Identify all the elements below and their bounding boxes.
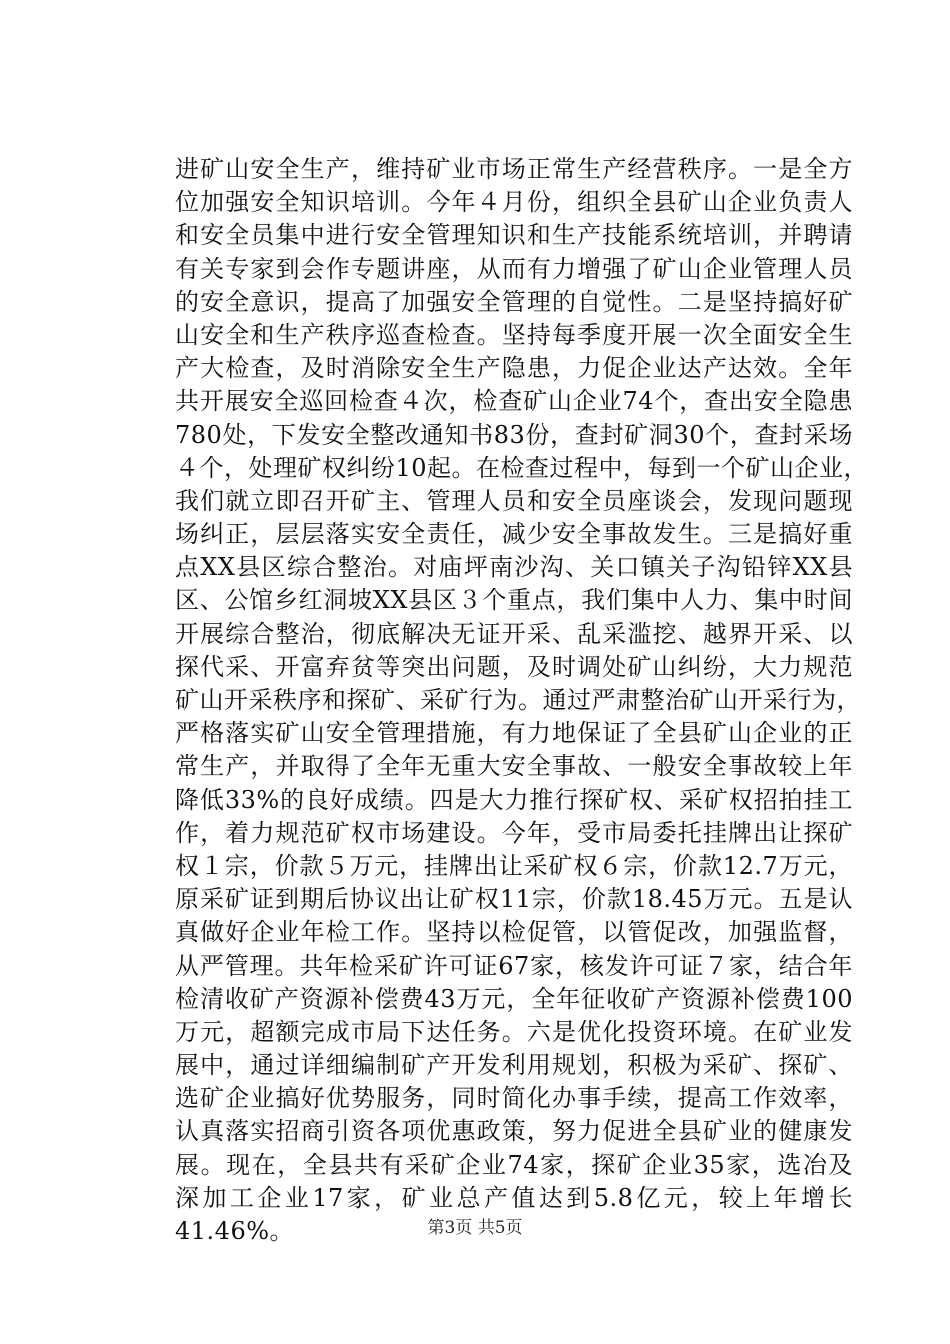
text-line: 探代采、开富弃贫等突出问题，及时调处矿山纠纷，大力规范: [175, 652, 853, 681]
text-line: 场纠正，层层落实安全责任，减少安全事故发生。三是搞好重: [175, 520, 853, 549]
text-line: ４个，处理矿权纠纷10起。在检查过程中，每到一个矿山企业，: [175, 453, 869, 482]
text-line: 选矿企业搞好优势服务，同时简化办事手续，提高工作效率，: [175, 1084, 853, 1113]
page-footer: 第3页 共5页: [427, 1218, 523, 1238]
text-line: 开展综合整治，彻底解决无证开采、乱采滥挖、越界开采、以: [175, 619, 853, 648]
text-line: 和安全员集中进行安全管理知识和生产技能系统培训，并聘请: [175, 221, 853, 250]
text-line: 认真落实招商引资各项优惠政策，努力促进全县矿业的健康发: [175, 1117, 853, 1146]
text-line: 检清收矿产资源补偿费43万元，全年征收矿产资源补偿费100: [175, 984, 853, 1013]
text-line: 严格落实矿山安全管理措施，有力地保证了全县矿山企业的正: [175, 719, 853, 748]
text-line: 展中，通过详细编制矿产开发利用规划，积极为采矿、探矿、: [175, 1051, 853, 1080]
text-line: 矿山开采秩序和探矿、采矿行为。通过严肃整治矿山开采行为，: [175, 686, 861, 714]
text-line: 780处，下发安全整改通知书83份，查封矿洞30个，查封采场: [175, 420, 853, 449]
text-line: 作，着力规范矿权市场建设。今年，受市局委托挂牌出让探矿: [175, 818, 853, 847]
text-line: 区、公馆乡红洞坡XX县区３个重点，我们集中人力、集中时间: [175, 586, 853, 615]
text-line: 常生产，并取得了全年无重大安全事故、一般安全事故较上年: [175, 752, 853, 781]
text-line: 万元，超额完成市局下达任务。六是优化投资环境。在矿业发: [175, 1017, 853, 1046]
text-line: 从严管理。共年检采矿许可证67家，核发许可证７家，结合年: [175, 951, 853, 980]
text-line: 41.46%。: [175, 1217, 295, 1245]
text-line: 原采矿证到期后协议出让矿权11宗，价款18.45万元。五是认: [175, 885, 853, 914]
text-line: 进矿山安全生产，维持矿业市场正常生产经营秩序。一是全方: [175, 155, 853, 183]
text-line: 降低33%的良好成绩。四是大力推行探矿权、采矿权招拍挂工: [175, 785, 853, 814]
text-line: 点XX县区综合整治。对庙坪南沙沟、关口镇关子沟铅锌XX县: [175, 553, 853, 582]
text-line: 深加工企业17家，矿业总产值达到5.8亿元，较上年增长: [175, 1183, 853, 1212]
body-paragraph: [175, 153, 869, 1248]
text-line: 山安全和生产秩序巡查检查。坚持每季度开展一次全面安全生: [175, 320, 853, 349]
text-line: 权１宗，价款５万元，挂牌出让采矿权６宗，价款12.7万元，: [175, 851, 853, 880]
text-line: 产大检查，及时消除安全生产隐患，力促企业达产达效。全年: [175, 354, 853, 383]
text-line: 真做好企业年检工作。坚持以检促管，以管促改，加强监督，: [175, 918, 853, 947]
text-line: 有关专家到会作专题讲座，从而有力增强了矿山企业管理人员: [175, 254, 853, 283]
text-line: 我们就立即召开矿主、管理人员和安全员座谈会，发现问题现: [175, 486, 853, 515]
text-line: 的安全意识，提高了加强安全管理的自觉性。二是坚持搞好矿: [175, 287, 853, 316]
text-line: 共开展安全巡回检查４次，检查矿山企业74个，查出安全隐患: [175, 387, 853, 416]
text-line: 展。现在，全县共有采矿企业74家，探矿企业35家，选冶及: [175, 1150, 853, 1179]
text-line: 位加强安全知识培训。今年４月份，组织全县矿山企业负责人: [175, 188, 853, 217]
